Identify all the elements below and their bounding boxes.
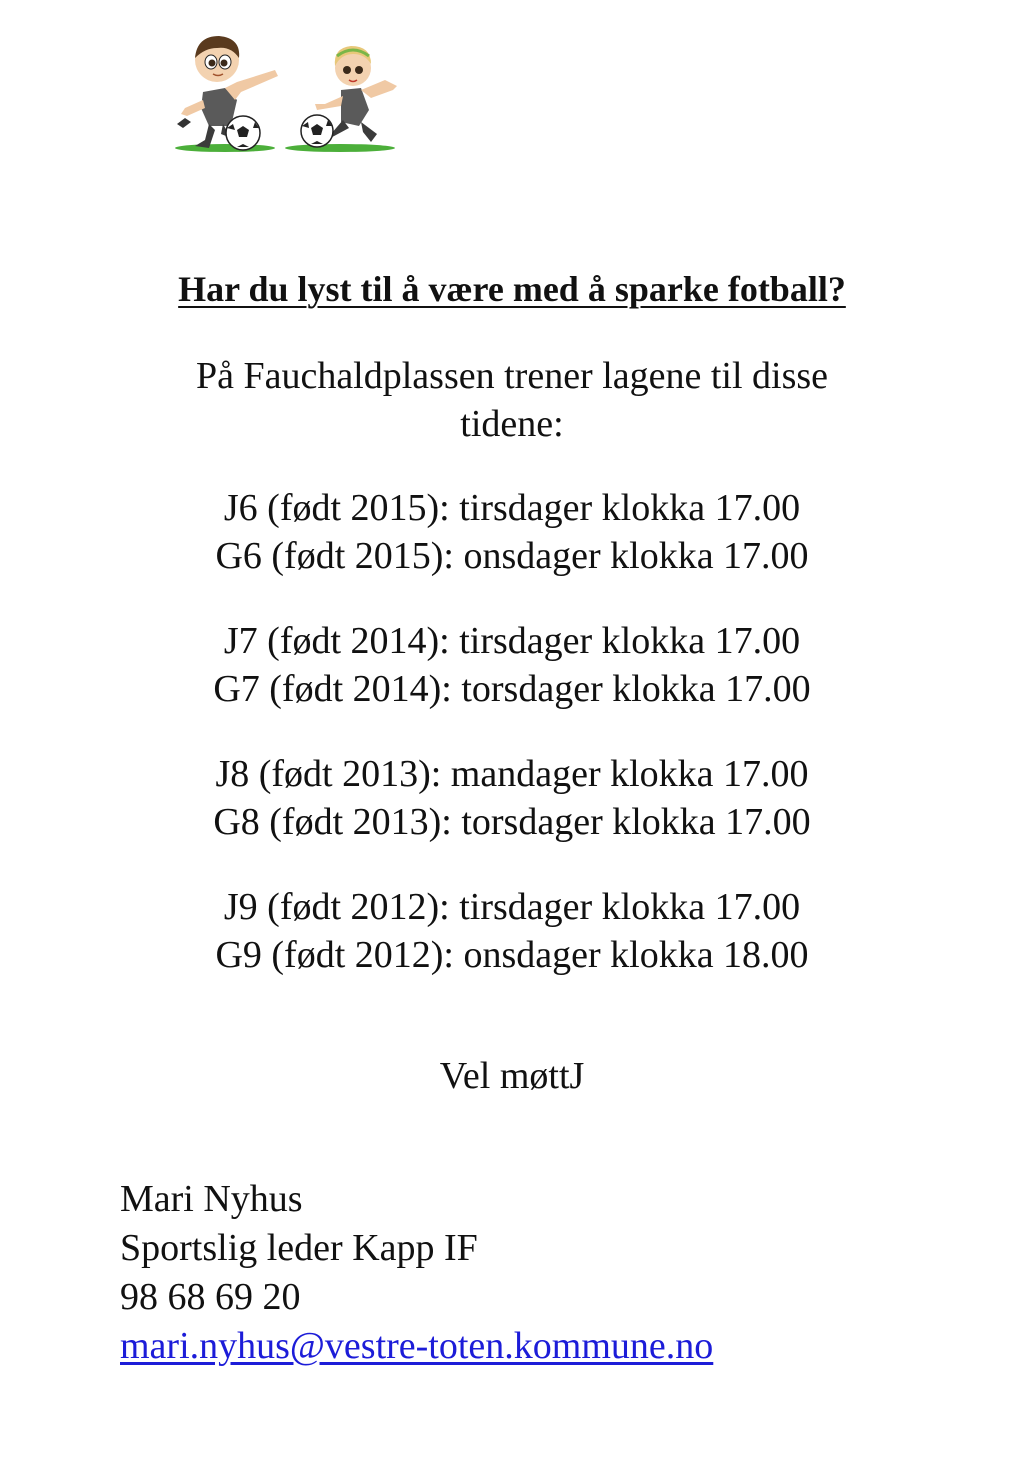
contact-name: Mari Nyhus — [120, 1178, 303, 1220]
schedule-group — [0, 883, 1024, 979]
contact-role: Sportslig leder Kapp IF — [120, 1227, 478, 1269]
greeting: Vel møttJ — [439, 1055, 585, 1097]
schedule-group — [0, 750, 1024, 846]
schedule-line: J7 (født 2014): tirsdager klokka 17.00 — [223, 620, 801, 662]
email-link[interactable]: mari.nyhus@vestre-toten.kommune.no — [120, 1325, 714, 1367]
schedule-line: G8 (født 2013): torsdager klokka 17.00 — [213, 801, 811, 843]
schedule-line: G6 (født 2015): onsdager klokka 17.00 — [215, 535, 809, 577]
schedule-line: G7 (født 2014): torsdager klokka 17.00 — [213, 668, 811, 710]
schedule-line: G9 (født 2012): onsdager klokka 18.00 — [215, 934, 809, 976]
kids-playing-football-icon — [165, 30, 435, 160]
schedule-group — [0, 617, 1024, 713]
schedule-line: J8 (født 2013): mandager klokka 17.00 — [215, 753, 809, 795]
contact-phone: 98 68 69 20 — [120, 1276, 301, 1318]
page-title: Har du lyst til å være med å sparke fotball? — [178, 269, 846, 309]
contact-block — [120, 1175, 920, 1371]
intro-text: På Fauchaldplassen trener lagene til disse tidene: — [195, 355, 829, 445]
schedule-group — [0, 484, 1024, 580]
schedule-line: J9 (født 2012): tirsdager klokka 17.00 — [223, 886, 801, 928]
schedule-line: J6 (født 2015): tirsdager klokka 17.00 — [223, 487, 801, 529]
